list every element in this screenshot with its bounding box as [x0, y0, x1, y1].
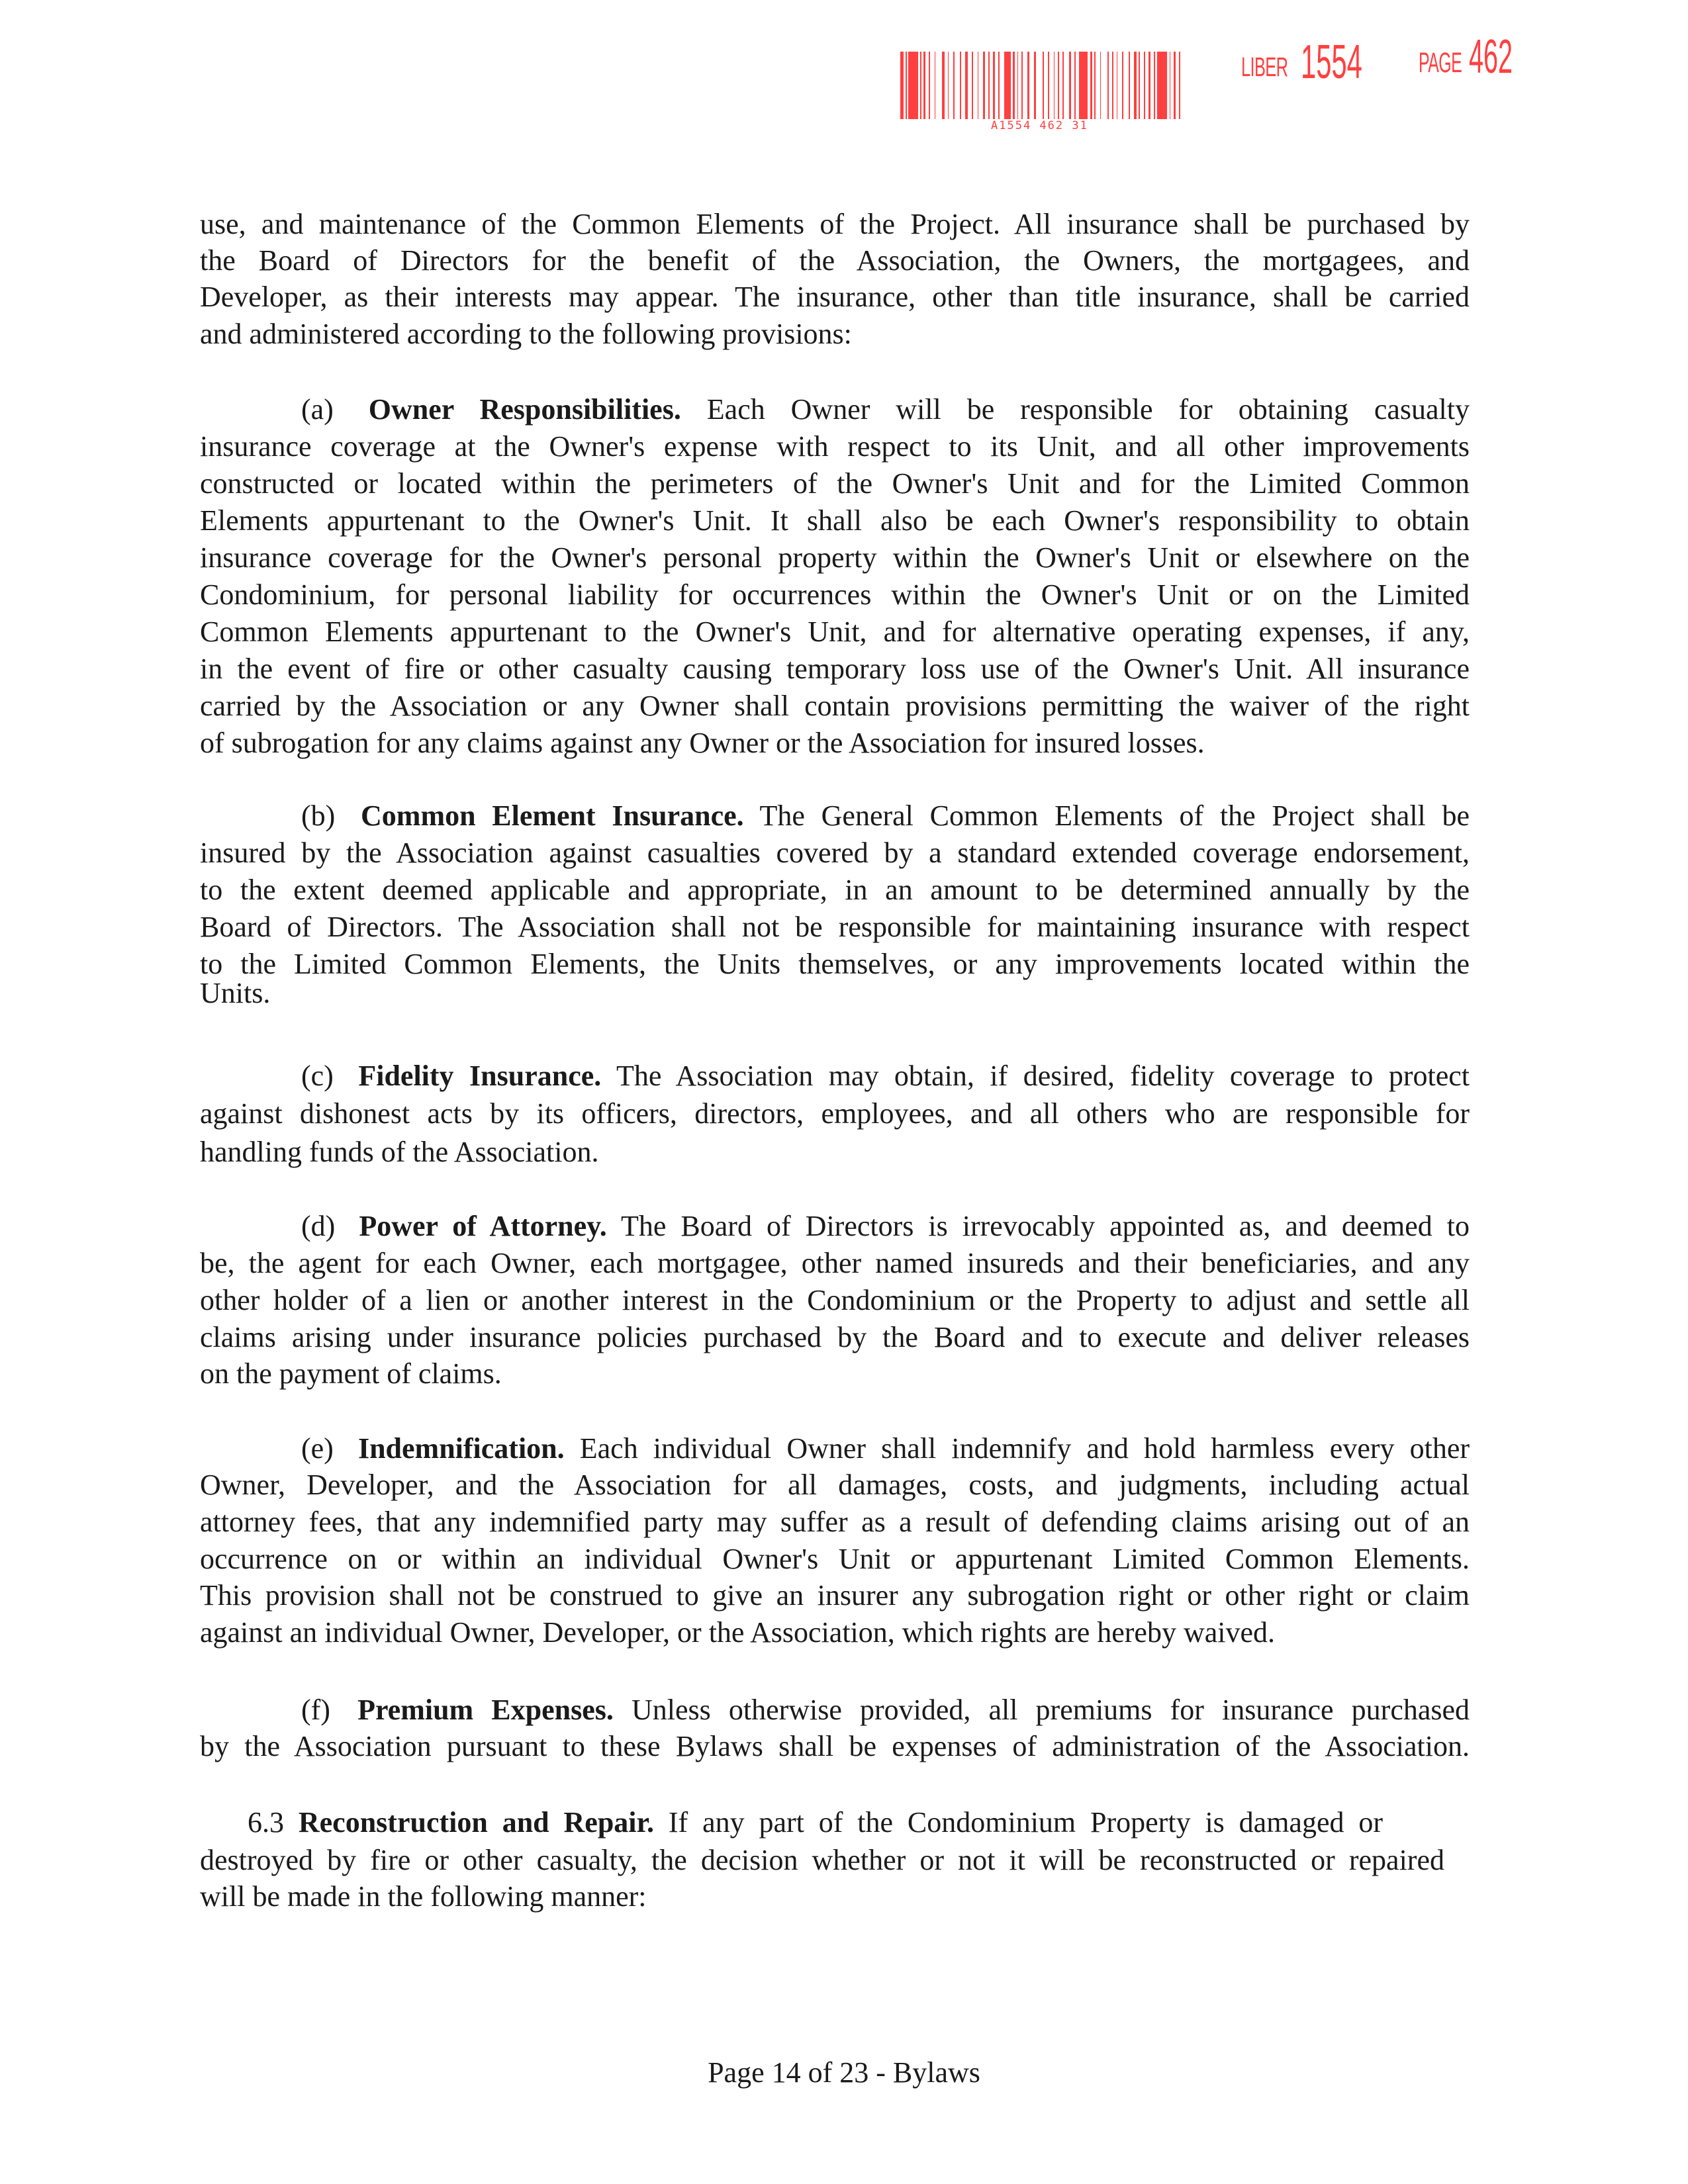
section-title: Fidelity Insurance. — [358, 1060, 602, 1092]
barcode-gap — [1029, 52, 1034, 119]
barcode-gap — [1130, 52, 1135, 119]
text-line: insured by the Association against casualties covered by a standard extended coverage endorsement, — [200, 837, 1470, 869]
text-line: Board of Directors. The Association shall not be responsible for maintaining insurance with respect — [200, 911, 1470, 943]
barcode-gap — [1096, 52, 1100, 119]
text-line: Developer, as their interests may appear. The insurance, other than title insurance, shall be carried — [200, 281, 1470, 313]
section-title: Common Element Insurance. — [361, 799, 744, 832]
text-line: other holder of a lien or another interest in the Condominium or the Property to adjust and settle all — [200, 1284, 1470, 1316]
barcode-gap — [978, 52, 983, 119]
barcode-gap — [1044, 52, 1049, 119]
barcode-bar — [908, 52, 918, 119]
section-text: The Board of Directors is irrevocably appointed as, and deemed to — [620, 1210, 1470, 1242]
section-heading-line — [248, 1804, 1383, 1841]
barcode-gap — [1180, 52, 1186, 119]
barcode-gap — [961, 52, 966, 119]
text-line: be, the agent for each Owner, each mortgagee, other named insureds and their beneficiaries, and any — [200, 1247, 1470, 1279]
text-line: destroyed by fire or other casualty, the decision whether or not it will be reconstructed or repaired — [200, 1844, 1444, 1876]
barcode-gap — [1101, 52, 1107, 119]
barcode-bar — [1079, 52, 1088, 119]
barcode-number: A1554 462 31 — [991, 119, 1088, 132]
text-line: on the payment of claims. — [200, 1357, 502, 1390]
text-line: will be made in the following manner: — [200, 1880, 647, 1913]
section-label: (b) — [301, 799, 336, 832]
barcode-gap — [1049, 52, 1054, 119]
text-line: This provision shall not be construed to give an insurer any subrogation right or other right or claim — [200, 1579, 1470, 1612]
barcode-gap — [935, 52, 942, 119]
section-label: (d) — [301, 1210, 336, 1242]
section-title: Owner Responsibilities. — [368, 393, 681, 426]
text-line: insurance coverage at the Owner's expense with respect to its Unit, and all other improvements — [200, 430, 1470, 463]
barcode-gap — [1064, 52, 1069, 119]
section-title: Indemnification. — [357, 1432, 565, 1465]
barcode-gap — [968, 52, 972, 119]
section-title: Reconstruction and Repair. — [298, 1806, 655, 1839]
section-label: (e) — [301, 1432, 334, 1465]
text-line: carried by the Association or any Owner shall contain provisions permitting the waiver of the right — [200, 690, 1470, 722]
text-line: to the Limited Common Elements, the Units themselves, or any improvements located within the — [200, 948, 1470, 980]
barcode-gap — [1117, 52, 1122, 119]
section-label: (a) — [301, 393, 334, 426]
text-line: attorney fees, that any indemnified party may suffer as a result of defending claims arising out of an — [200, 1506, 1470, 1538]
section-heading-line — [301, 797, 1470, 835]
barcode-bar — [1157, 52, 1167, 119]
text-line: of subrogation for any claims against any Owner or the Association for insured losses. — [200, 727, 1205, 759]
recording-page-number: 462 — [1469, 30, 1513, 83]
section-text: Each Owner will be responsible for obtaining casualty — [706, 393, 1470, 426]
barcode-bar — [1004, 52, 1011, 119]
section-heading-line — [301, 1208, 1470, 1245]
barcode-gap — [1023, 52, 1027, 119]
text-line: claims arising under insurance policies purchased by the Board and to execute and deliver releases — [200, 1321, 1470, 1353]
recording-barcode — [900, 52, 1187, 119]
text-line: occurrence on or within an individual Owner's Unit or appurtenant Limited Common Elements. — [200, 1543, 1470, 1575]
barcode-gap — [949, 52, 953, 119]
barcode-gap — [973, 52, 978, 119]
text-line: in the event of fire or other casualty causing temporary loss use of the Owner's Unit. All insurance — [200, 653, 1470, 685]
text-line: the Board of Directors for the benefit of the Association, the Owners, the mortgagees, and — [200, 244, 1470, 277]
barcode-gap — [1123, 52, 1129, 119]
section-text: Each individual Owner shall indemnify and hold harmless every other — [579, 1432, 1470, 1465]
section-title: Power of Attorney. — [359, 1210, 607, 1242]
liber-number: 1554 — [1301, 36, 1362, 89]
section-heading-line — [301, 1058, 1470, 1095]
text-line: Owner, Developer, and the Association for all damages, costs, and judgments, including actual — [200, 1469, 1470, 1501]
section-title: Premium Expenses. — [357, 1694, 614, 1726]
liber-label: LIBER — [1241, 52, 1288, 82]
text-line: by the Association pursuant to these Bylaws shall be expenses of administration of the Association. — [200, 1730, 1470, 1762]
text-line: Elements appurtenant to the Owner's Unit. It shall also be each Owner's responsibility to obtain — [200, 504, 1470, 537]
section-number: 6.3 — [248, 1806, 284, 1839]
text-line: Condominium, for personal liability for occurrences within the Owner's Unit or on the Limited — [200, 578, 1470, 611]
text-line: Units. — [200, 977, 271, 1009]
text-line: against dishonest acts by its officers, directors, employees, and all others who are responsible for — [200, 1097, 1470, 1130]
text-line: to the extent deemed applicable and appropriate, in an amount to be determined annually by the — [200, 874, 1470, 906]
barcode-gap — [1140, 52, 1145, 119]
page-footer: Page 14 of 23 - Bylaws — [708, 2056, 980, 2089]
section-text: If any part of the Condominium Property is damaged or — [668, 1806, 1383, 1839]
text-line: insurance coverage for the Owner's personal property within the Owner's Unit or elsewhere on the — [200, 541, 1470, 574]
barcode-gap — [955, 52, 960, 119]
section-heading-line — [301, 391, 1470, 428]
section-label: (c) — [301, 1060, 334, 1092]
text-line: and administered according to the following provisions: — [200, 318, 852, 350]
section-heading-line — [301, 1692, 1470, 1729]
barcode-gap — [1036, 52, 1043, 119]
section-label: (f) — [301, 1694, 330, 1726]
text-line: against an individual Owner, Developer, or the Association, which rights are hereby waived. — [200, 1616, 1276, 1649]
barcode-gap — [930, 52, 935, 119]
recording-page-label: PAGE — [1419, 47, 1462, 79]
section-text: The Association may obtain, if desired, fidelity coverage to protect — [616, 1060, 1470, 1092]
section-text: Unless otherwise provided, all premiums for insurance purchased — [631, 1694, 1470, 1726]
text-line: use, and maintenance of the Common Elements of the Project. All insurance shall be purchased by — [200, 208, 1470, 240]
barcode-gap — [1000, 52, 1004, 119]
section-text: The General Common Elements of the Project shall be — [759, 799, 1470, 832]
text-line: Common Elements appurtenant to the Owner's Unit, and for alternative operating expenses, if any, — [200, 615, 1470, 648]
text-line: handling funds of the Association. — [200, 1136, 599, 1168]
text-line: constructed or located within the perimeters of the Owner's Unit and for the Limited Common — [200, 467, 1470, 500]
section-heading-line — [301, 1430, 1470, 1467]
